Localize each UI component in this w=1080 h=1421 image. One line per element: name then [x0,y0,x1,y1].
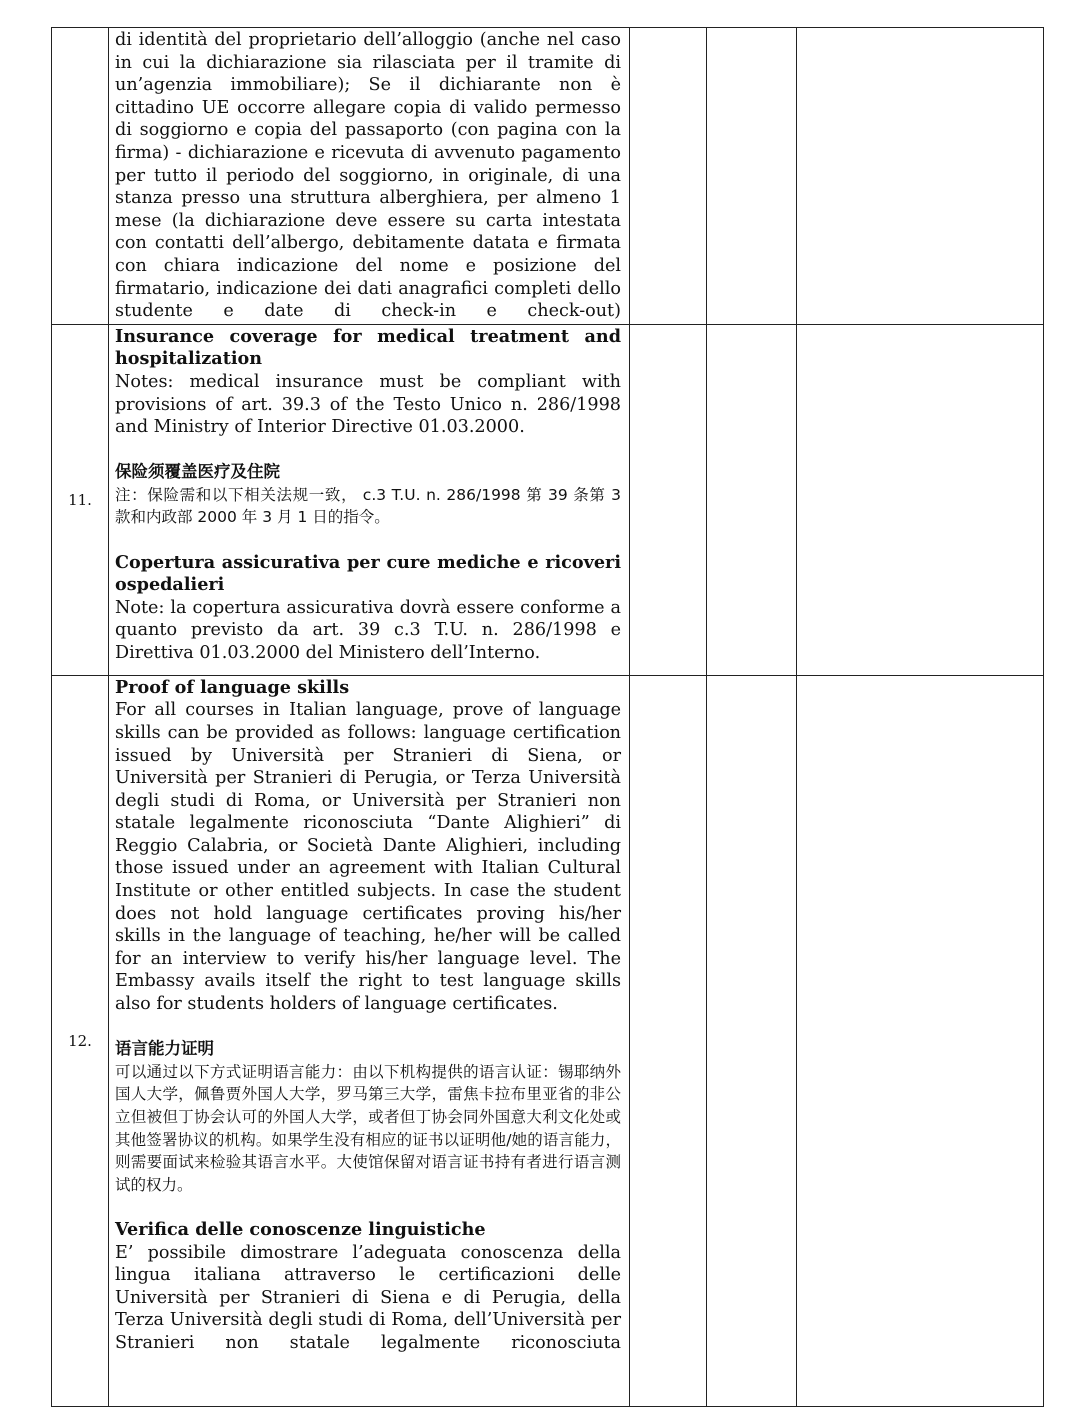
check-cell [630,675,707,1406]
check-cell [707,28,797,325]
row-description [109,28,630,325]
chinese-text: 可以通过以下方式证明语言能力：由以下机构提供的语言认证：锡耶纳外国人大学，佩鲁贾外国人大学，罗马第三大学，雷焦卡拉布里亚省的非公立但被但丁协会认可的外国人大学，或者但丁协会同外国意大利文化处或其他签署协议的机构。如果学生没有相应的证书以证明他/她的语言能力，则需要面试来检验其语言水平。大使馆保留对语言证书持有者进行语言测试的权力。 [115,1062,621,1194]
table-row [52,28,1044,325]
italian-text: E’ possibile dimostrare l’adeguata conoscenza della lingua italiana attraverso le certificazioni delle Università per Stranieri di Siena e di Perugia, della Terza Università degli studi di Roma, dell’Università per Stranieri non statale legalmente riconosciuta [115,1242,621,1353]
row-number [52,28,109,325]
row-number: 11. [52,324,109,675]
chinese-title: 保险须覆盖医疗及住院 [115,462,280,482]
check-cell [707,324,797,675]
spacer [115,439,621,462]
english-title: Insurance coverage for medical treatment and hospitalization [115,325,621,370]
english-text: For all courses in Italian language, prove of language skills can be provided as follows: language certification issued by Università per Stranieri di Siena, or Università per Stranieri di Perugia, or Terza Università degli studi di Roma, or Università per Stranieri non statale legalmente riconosciuta “Dante Alighieri” di Reggio Calabria, or Società Dante Alighieri, including those issued under an agreement with Italian Cultural Institute or other entitled subjects. In case the student does not hold language certificates proving his/her skills in the language of teaching, he/her will be called for an interview to verify his/her language level. The Embassy avails itself the right to test language skills also for students holders of language certificates. [115,700,621,1015]
italian-title: Copertura assicurativa per cure mediche e ricoveri ospedalieri [115,551,621,596]
row-number: 12. [52,675,109,1406]
check-cell [630,28,707,325]
spacer [115,529,621,552]
check-cell [707,675,797,1406]
continuation-text: di identità del proprietario dell’alloggio (anche nel caso in cui la dichiarazione sia rilasciata per il tramite di un’agenzia immobiliare); Se il dichiarante non è cittadino UE occorre allegare copia di valido permesso di soggiorno e copia del passaporto (con pagina con la firma) - dichiarazione e ricevuta di avvenuto pagamento per tutto il periodo del soggiorno, in originale, di una stanza presso una struttura alberghiera, per almeno 1 mese (la dichiarazione deve essere su carta intestata con contatti dell’albergo, debitamente datata e firmata con chiara indicazione del nome e posizione del firmatario, indicazione dei dati anagrafici completi dello studente e date di check-in e check-out) [115,30,621,322]
english-title: Proof of language skills [115,676,350,698]
requirements-table [51,27,1044,1407]
italian-text: Note: la copertura assicurativa dovrà essere conforme a quanto previsto da art. 39 c.3 T.U. n. 286/1998 e Direttiva 01.03.2000 del Ministero dell’Interno. [115,597,621,664]
table-row [52,324,1044,675]
spacer [115,1196,621,1219]
italian-title: Verifica delle conoscenze linguistiche [115,1218,486,1240]
row-description [109,675,630,1406]
table-row [52,675,1044,1406]
chinese-title: 语言能力证明 [115,1039,214,1059]
notes-cell [797,324,1044,675]
check-cell [630,324,707,675]
row-description [109,324,630,675]
english-text: Notes: medical insurance must be compliant with provisions of art. 39.3 of the Testo Unico n. 286/1998 and Ministry of Interior Directive 01.03.2000. [115,371,621,438]
notes-cell [797,28,1044,325]
spacer [115,1016,621,1039]
notes-cell [797,675,1044,1406]
chinese-text: 注：保险需和以下相关法规一致， c.3 T.U. n. 286/1998 第 39 条第 3 款和内政部 2000 年 3 月 1 日的指令。 [115,485,621,527]
